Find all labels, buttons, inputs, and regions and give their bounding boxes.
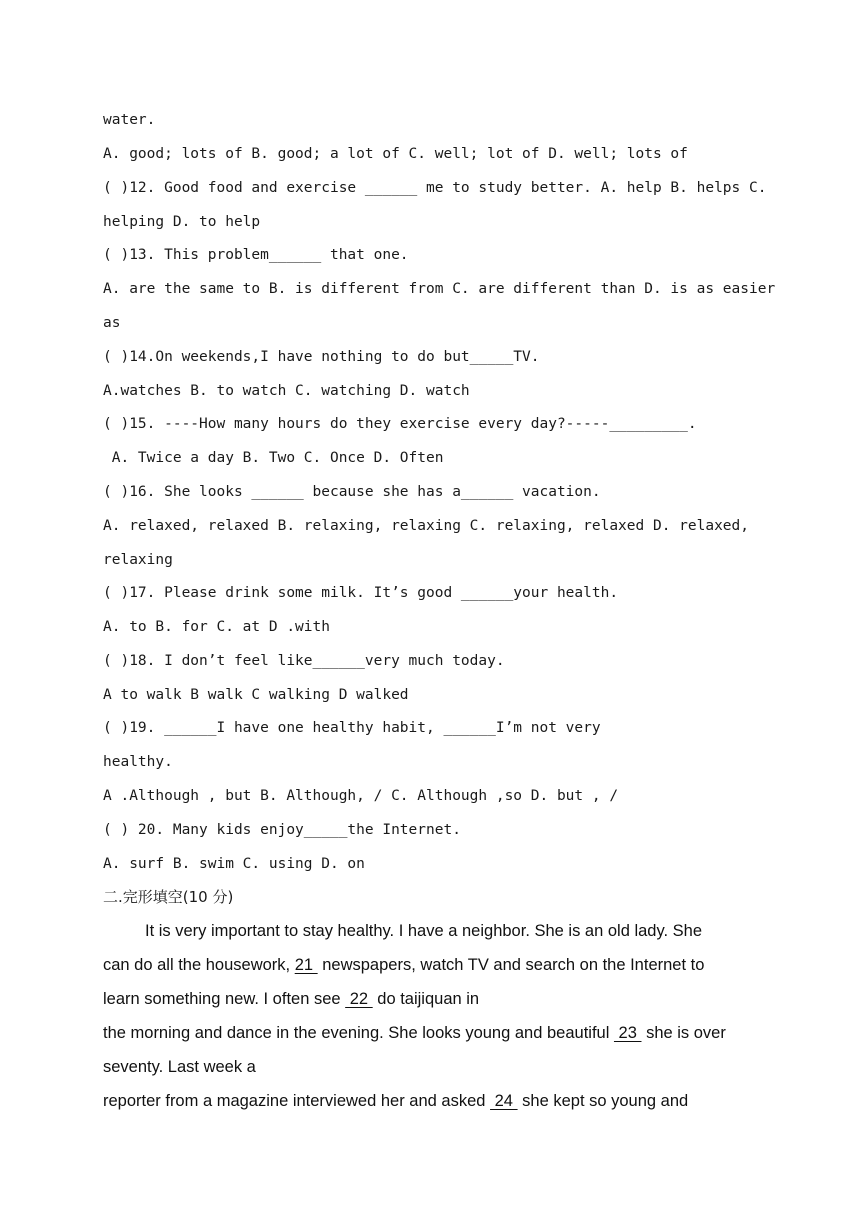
- text-line: A. are the same to B. is different from C. are different than D. is as easier: [103, 281, 776, 297]
- text-line: relaxing: [103, 552, 173, 568]
- question-16: ( )16. She looks ______ because she has a______ vacation.: [103, 484, 601, 500]
- blank-22: 22: [345, 990, 373, 1008]
- blank-24: 24: [490, 1092, 518, 1110]
- passage-text: she kept so young and: [517, 1092, 689, 1110]
- text-line: A.watches B. to watch C. watching D. watch: [103, 383, 470, 399]
- passage-text: she is over: [641, 1024, 726, 1042]
- text-line: A. Twice a day B. Two C. Once D. Often: [103, 450, 444, 466]
- passage-line: [103, 1023, 726, 1043]
- question-13: ( )13. This problem______ that one.: [103, 247, 409, 263]
- passage-line: [103, 1091, 688, 1111]
- text-line: A to walk B walk C walking D walked: [103, 687, 409, 703]
- passage-text: the morning and dance in the evening. She looks young and beautiful: [103, 1024, 614, 1042]
- passage-line: seventy. Last week a: [103, 1058, 256, 1076]
- blank-21: 21: [294, 956, 318, 974]
- passage-text: learn something new. I often see: [103, 990, 346, 1008]
- text-line: A. to B. for C. at D .with: [103, 619, 330, 635]
- text-line: A. surf B. swim C. using D. on: [103, 856, 365, 872]
- passage-text: can do all the housework,: [103, 956, 295, 974]
- passage-line: [103, 989, 479, 1009]
- text-line: healthy.: [103, 754, 173, 770]
- question-19: ( )19. ______I have one healthy habit, ______I’m not very: [103, 720, 601, 736]
- passage-text: do taijiquan in: [372, 990, 480, 1008]
- text-line: A. relaxed, relaxed B. relaxing, relaxing C. relaxing, relaxed D. relaxed,: [103, 518, 750, 534]
- passage-text: newspapers, watch TV and search on the Internet to: [317, 956, 705, 974]
- text-line: A. good; lots of B. good; a lot of C. well; lot of D. well; lots of: [103, 146, 688, 162]
- text-line: A .Although , but B. Although, / C. Although ,so D. but , /: [103, 788, 619, 804]
- passage-text: reporter from a magazine interviewed her and asked: [103, 1092, 491, 1110]
- section-heading: 二.完形填空(10 分): [103, 888, 234, 906]
- question-12: ( )12. Good food and exercise ______ me to study better. A. help B. helps C.: [103, 180, 767, 196]
- passage-line: [103, 955, 704, 975]
- question-18: ( )18. I don’t feel like______very much today.: [103, 653, 505, 669]
- blank-23: 23: [613, 1024, 642, 1042]
- text-line: as: [103, 315, 121, 331]
- question-15: ( )15. ----How many hours do they exercise every day?-----_________.: [103, 416, 697, 432]
- question-17: ( )17. Please drink some milk. It’s good ______your health.: [103, 585, 619, 601]
- question-20: ( ) 20. Many kids enjoy_____the Internet.: [103, 822, 461, 838]
- question-14: ( )14.On weekends,I have nothing to do but_____TV.: [103, 349, 540, 365]
- text-line: helping D. to help: [103, 214, 261, 230]
- text-line: water.: [103, 112, 156, 128]
- passage-line: It is very important to stay healthy. I have a neighbor. She is an old lady. She: [145, 922, 703, 940]
